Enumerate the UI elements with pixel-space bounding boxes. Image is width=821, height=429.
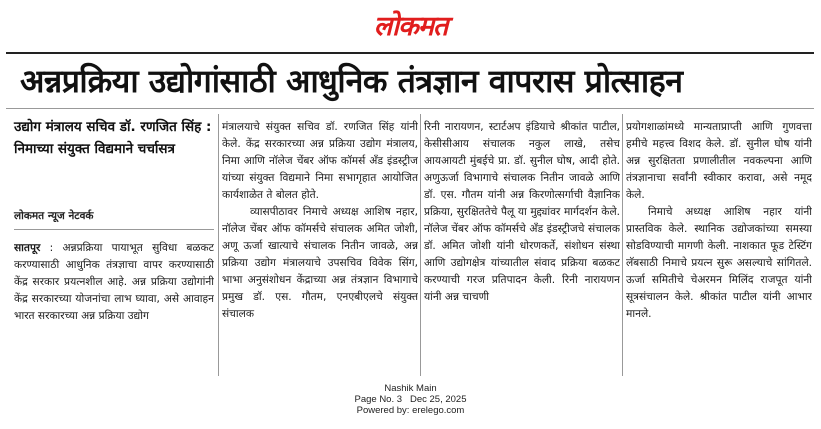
column-4-paragraph-2: निमाचे अध्यक्ष आशिष नहार यांनी प्रास्तविक केले. स्थानिक उद्योजकांच्या समस्या सोडविण्याची मागणी केली. नाशकात फूड टेस्टिंग लॅबसाठी निमाचे प्रयत्न सुरू असल्याचे सांगितले. ऊर्जा समितीचे चेअरमन मिलिंद राजपूत यांनी सूत्रसंचालन केले. श्रीकांत पाटील यांनी आभार मानले. (626, 206, 812, 320)
column-3 (424, 119, 620, 377)
footer-edition: Nashik Main (384, 383, 437, 394)
article-headline: अन्नप्रक्रिया उद्योगांसाठी आधुनिक तंत्रज्ञान वापरास प्रोत्साहन (20, 62, 683, 100)
column-1-text: : अन्नप्रक्रिया पायाभूत सुविधा बळकट करण्यासाठी आधुनिक तंत्रज्ञाचा वापर करण्यासाठी केंद्र सरकार प्रयत्नशील आहे. अन्न प्रक्रिया उद्योगांनी केंद्र सरकारच्या योजनांचा लाभ घ्यावा, असे आवाहन भारत सरकारच्या अन्न प्रक्रिया उद्योग (14, 242, 214, 322)
footer-page-line (0, 394, 821, 405)
newspaper-logo: लोकमत (373, 10, 448, 42)
column-4-paragraph-1: प्रयोगशाळांमध्ये मान्यताप्राप्ती आणि गुणवत्ता हमीचे महत्त्व विशद केले. डॉ. सुनील घोष यांनी अन्न सुरक्षितता प्रणालीतील नवकल्पना आणि तंत्रज्ञानाचा सर्वांनी स्वीकार करावा, असे नमूद केले. (626, 121, 812, 201)
footer-page-number: Page No. 3 (354, 394, 403, 405)
column-3-paragraph: रिनी नारायणन, स्टार्टअप इंडियाचे श्रीकांत पाटील, केसीसीआय संचालक नकुल लाखे, तसेच आयआयटी मुंबईचे प्रा. डॉ. सुनील घोष, आदी होते. अणुऊर्जा विभागाचे संचालक नितीन जावळे आणि डॉ. एस. गौतम यांनी अन्न किरणोत्सर्गाची वैज्ञानिक प्रक्रिया, सुरक्षिततेचे पैलू या मुद्द्यांवर मार्गदर्शन केले. नॉलेज चेंबर ऑफ कॉमर्सचे ॲंड इंडस्ट्रीजचे संचालक डॉ. अमित जोशी यांनी धोरणकर्ते, संशोधन संस्था आणि उद्योगक्षेत्र यांच्यातील संवाद प्रक्रिया बळकट करण्याची गरज प्रतिपादन केली. रिनी नारायणन यांनी अन्न चाचणी (424, 121, 620, 303)
dateline: सातपूर (14, 242, 41, 254)
byline-divider (14, 229, 214, 230)
column-2-paragraph-2: व्यासपीठावर निमाचे अध्यक्ष आशिष नहार, नॉलेज चेंबर ऑफ कॉमर्सचे संचालक अमित जोशी, अणू ऊर्जा खात्याचे संचालक नितीन जावळे, अन्न प्रक्रिया उद्योग मंत्रालयाचे उपसचिव विवेक सिंग, भाभा अनुसंशोधन केंद्राच्या अन्न तंत्रज्ञान विभागाचे प्रमुख डॉ. एस. गौतम, एनएबीएलचे संयुक्त संचालक (222, 206, 418, 320)
article-subhead: उद्योग मंत्रालय सचिव डॉ. रणजित सिंह : निमाच्या संयुक्त विद्यमाने चर्चासत्र (14, 119, 212, 157)
column-2 (222, 119, 418, 377)
page-footer (0, 383, 821, 416)
article-byline: लोकमत न्यूज नेटवर्क (14, 210, 94, 222)
footer-powered-by: Powered by: erelego.com (356, 405, 465, 416)
column-1 (14, 240, 214, 376)
column-divider-2 (420, 114, 421, 376)
column-divider-1 (218, 114, 219, 376)
masthead (0, 0, 821, 48)
column-2-paragraph-1: मंत्रालयाचे संयुक्त सचिव डॉ. रणजित सिंह यांनी केले. केंद्र सरकारच्या अन्न प्रक्रिया उद्योग मंत्रालय, निमा आणि नॉलेज चेंबर ऑफ कॉमर्स ॲंड इंडस्ट्रीज यांच्या संयुक्त विद्यमाने निमा सभागृहात आयोजित कार्यशाळेत ते बोलत होते. (222, 121, 418, 201)
column-4 (626, 119, 812, 377)
footer-date: Dec 25, 2025 (409, 394, 467, 405)
headline-bar (6, 52, 814, 109)
column-divider-3 (622, 114, 623, 376)
